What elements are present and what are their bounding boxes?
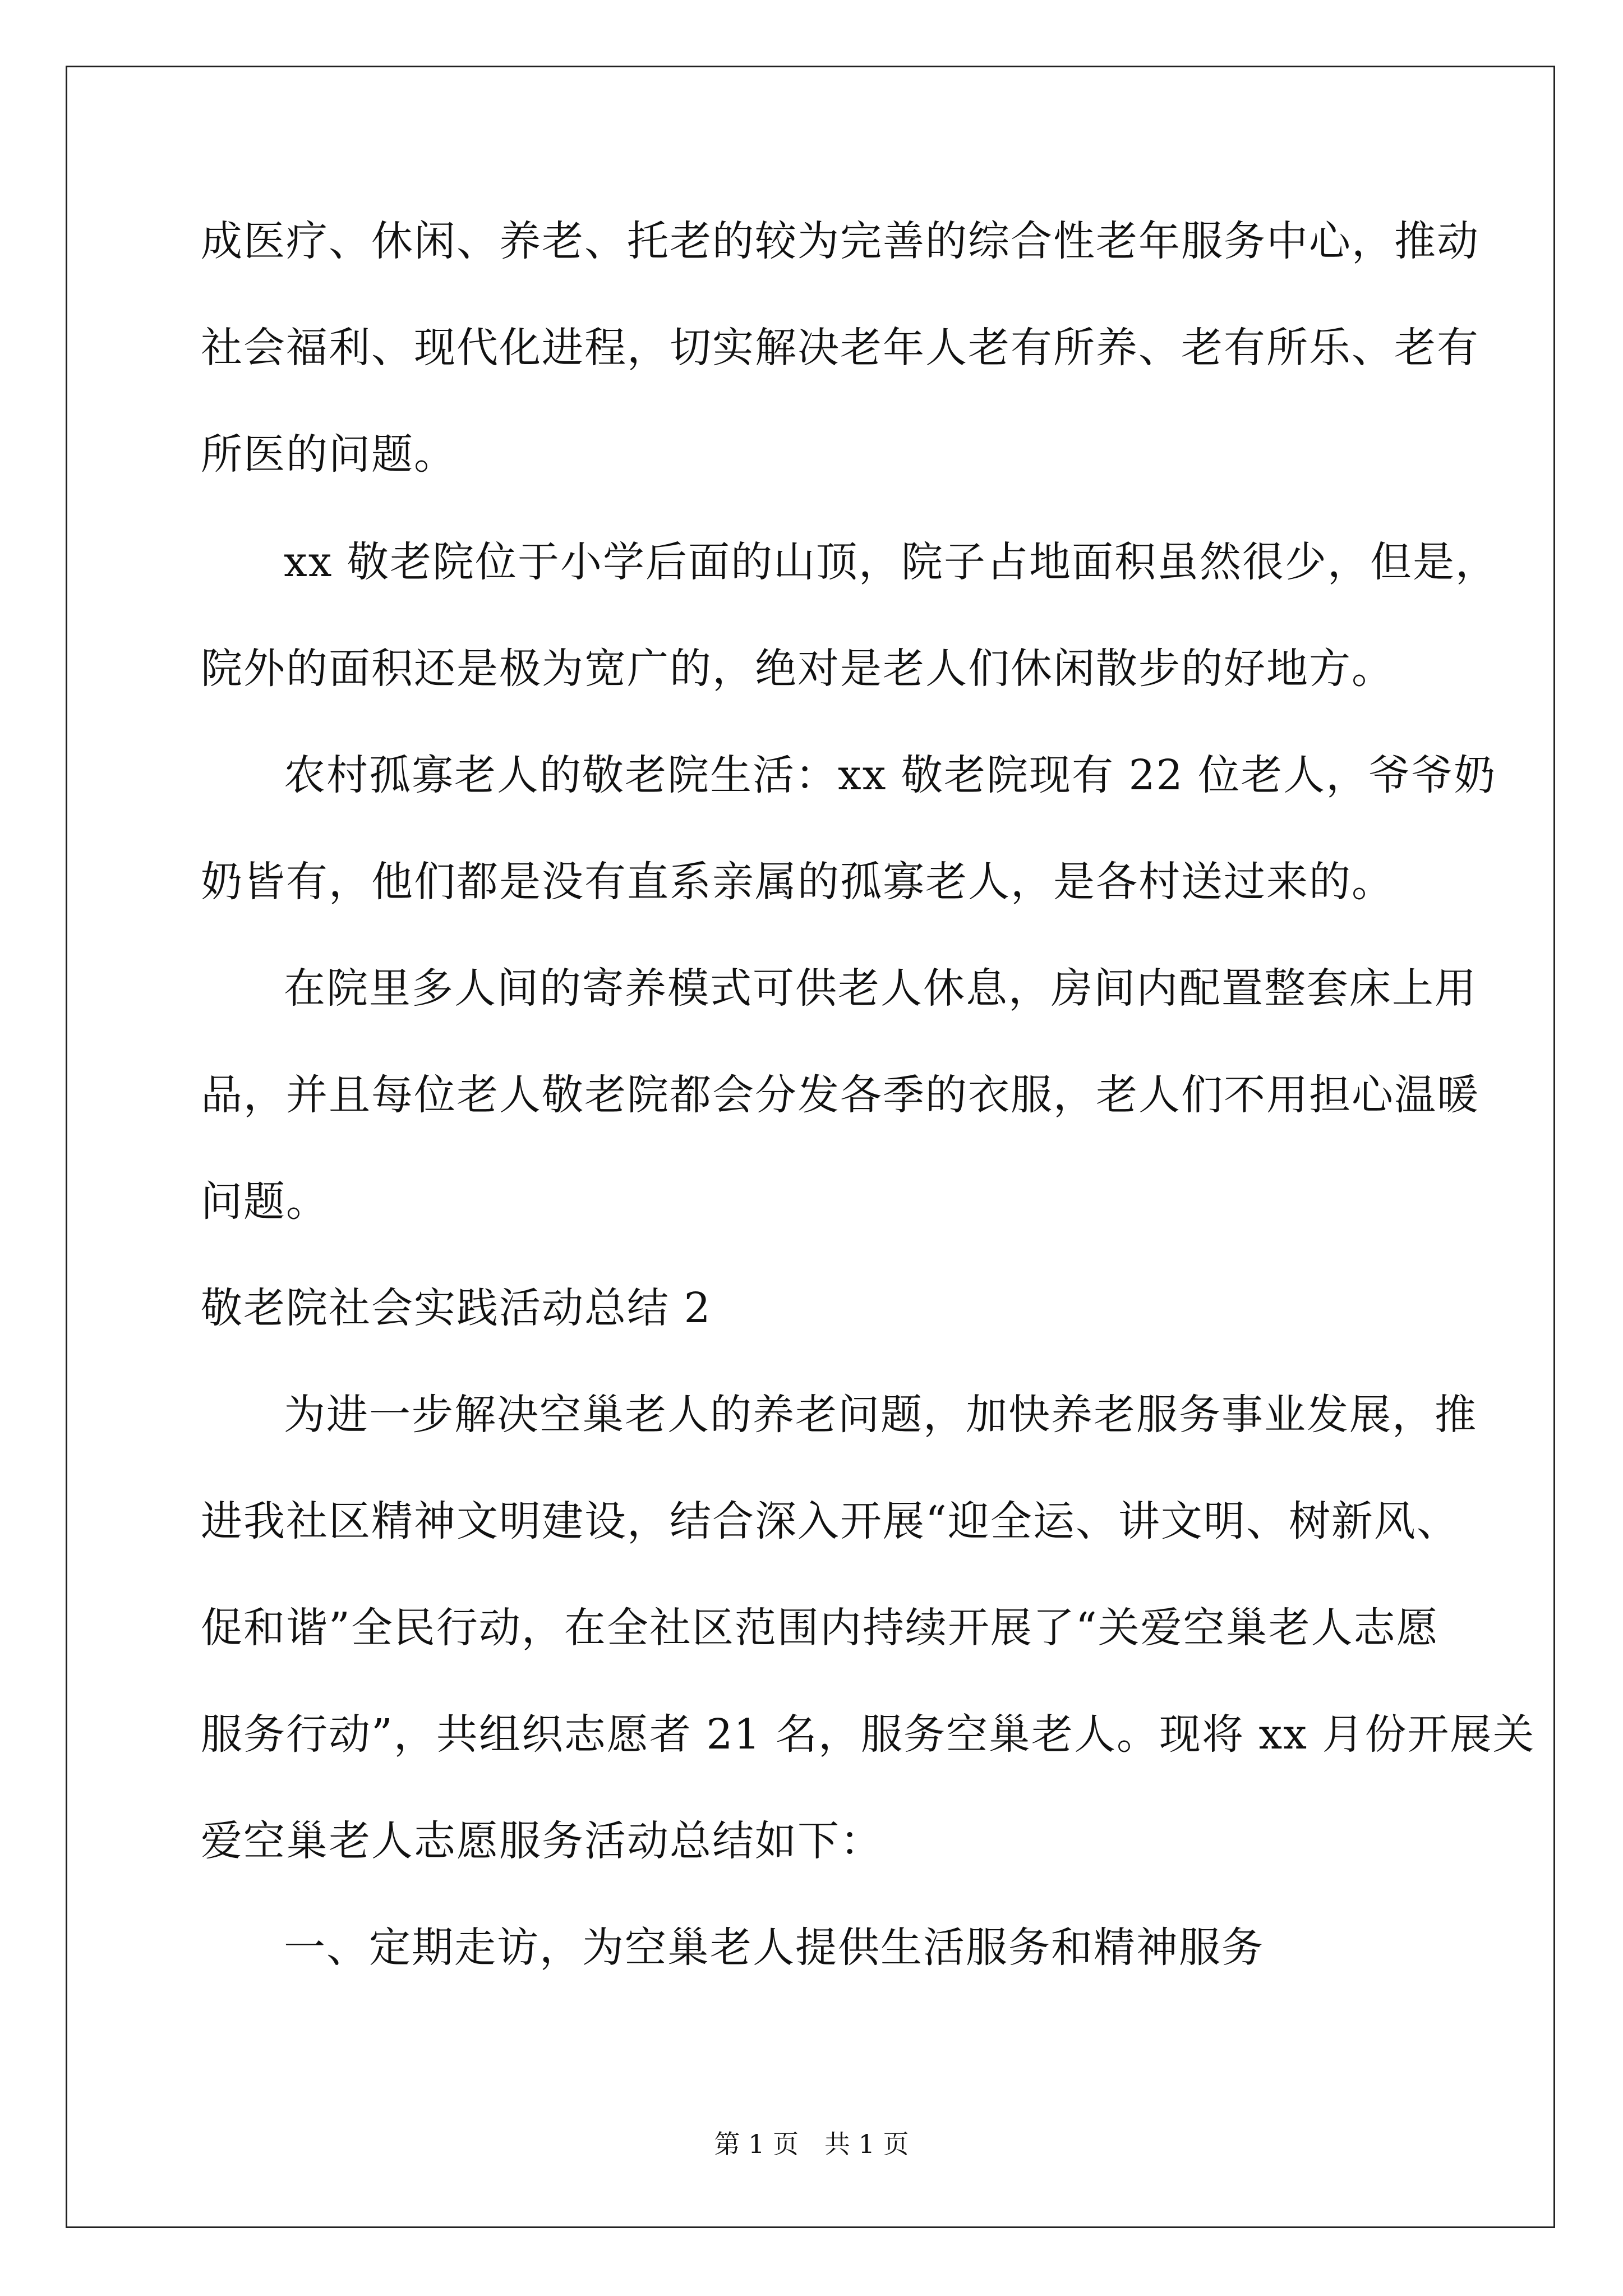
text-line: 在院里多人间的寄养模式可供老人休息，房间内配置整套床上用 <box>284 964 1477 1013</box>
text-line: 进我社区精神文明建设，结合深入开展“迎全运、讲文明、树新风、 <box>201 1497 1459 1545</box>
page-footer <box>0 2127 1623 2161</box>
text-line: 品，并且每位老人敬老院都会分发各季的衣服，老人们不用担心温暖 <box>201 1071 1479 1119</box>
page-total: 共 1 页 <box>824 2129 909 2159</box>
text-line: 奶皆有，他们都是没有直系亲属的孤寡老人，是各村送过来的。 <box>201 858 1394 906</box>
text-line: 问题。 <box>201 1177 329 1226</box>
text-line: 爱空巢老人志愿服务活动总结如下： <box>201 1817 883 1865</box>
text-line: 所医的问题。 <box>201 430 457 478</box>
page-border <box>66 66 1555 2228</box>
text-line: 成医疗、休闲、养老、托老的较为完善的综合性老年服务中心，推动 <box>201 217 1479 265</box>
text-line: 促和谐”全民行动，在全社区范围内持续开展了“关爱空巢老人志愿 <box>201 1604 1439 1652</box>
text-line: 为进一步解决空巢老人的养老问题，加快养老服务事业发展，推 <box>284 1391 1477 1439</box>
text-line: 农村孤寡老人的敬老院生活：xx 敬老院现有 22 位老人，爷爷奶 <box>284 751 1497 799</box>
text-line: xx 敬老院位于小学后面的山顶，院子占地面积虽然很少，但是， <box>284 538 1498 586</box>
text-line: 服务行动”，共组织志愿者 21 名，服务空巢老人。现将 xx 月份开展关 <box>201 1710 1536 1759</box>
text-line: 一、定期走访，为空巢老人提供生活服务和精神服务 <box>284 1924 1264 1972</box>
text-line: 社会福利、现代化进程，切实解决老年人老有所养、老有所乐、老有 <box>201 324 1479 372</box>
section-heading: 敬老院社会实践活动总结 2 <box>201 1284 712 1332</box>
page-number: 第 1 页 <box>714 2129 799 2159</box>
text-line: 院外的面积还是极为宽广的，绝对是老人们休闲散步的好地方。 <box>201 645 1394 693</box>
